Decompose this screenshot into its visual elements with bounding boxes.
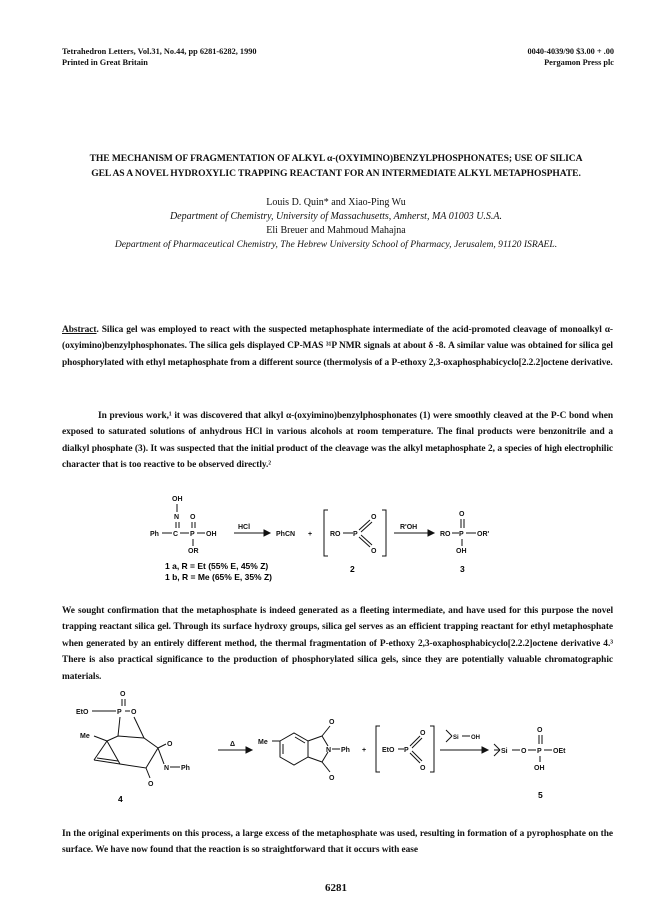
abstract-text: . Silica gel was employed to react with the suspected metaphosphate intermediate of the acid-promoted cleavage of monoalkyl α-(oxyimino)benzylphosphonates. The silica gels displayed CP-MAS ³¹P NMR signals at about δ -8. A similar value was obtained for silica gel phosphorylated with ethyl metaphosphate from a different source (thermolysis of a P-ethoxy 2,3-oxaphosphabicyclo[2.2.2]octene derivative. bbox=[62, 325, 613, 368]
oet-label: OEt bbox=[553, 748, 566, 755]
o-label-14: O bbox=[537, 727, 543, 734]
ro-label: RO bbox=[330, 531, 341, 538]
body-paragraph-3: In the original experiments on this process, a large excess of the metaphosphate was used, resulting in formation of a pyrophosphate on the surface. We have now found that the reaction is so straightforward that it occurs with ease bbox=[62, 829, 613, 856]
o-label-5: O bbox=[120, 691, 126, 698]
p-label-2: P bbox=[353, 531, 358, 538]
oh-label: OH bbox=[172, 496, 183, 503]
label-2: 2 bbox=[350, 564, 355, 574]
issn-code: 0040-4039/90 $3.00 + .00 bbox=[527, 47, 614, 56]
plus-sign: + bbox=[308, 531, 313, 538]
o-label-11: O bbox=[420, 730, 426, 737]
n-label-3: N bbox=[326, 747, 332, 754]
or-label: OR bbox=[188, 548, 199, 555]
oh-label-5: OH bbox=[534, 765, 545, 772]
affiliation-2: Department of Pharmaceutical Chemistry, The Hebrew University School of Pharmacy, Jerusalem, 91120 ISRAEL. bbox=[114, 239, 558, 250]
ph-label-3: Ph bbox=[341, 747, 350, 754]
me-label-2: Me bbox=[258, 739, 268, 746]
n-label-2: N bbox=[164, 765, 170, 772]
p-label-6: P bbox=[537, 748, 542, 755]
o-label-8: O bbox=[148, 781, 154, 788]
reagent-heat: Δ bbox=[230, 741, 236, 748]
abstract bbox=[62, 322, 613, 371]
scheme-2 bbox=[62, 686, 622, 806]
o-label-7: O bbox=[167, 741, 173, 748]
p-label-5: P bbox=[404, 747, 409, 754]
label-1b: 1 b, R = Me (65% E, 35% Z) bbox=[165, 572, 272, 582]
si-label-2: Si bbox=[501, 748, 508, 755]
n-label: N bbox=[174, 514, 180, 521]
paper-title bbox=[50, 151, 622, 181]
body-paragraph-1: In previous work,¹ it was discovered that alkyl α-(oxyimino)benzylphosphonates (1) were smoothly cleaved at the P-C bond when exposed to saturated solutions of anhydrous HCl in various alcohols at room temperature. The final products were benzonitrile and a dialkyl phosphate (3). It was suspected that the initial product of the cleavage was the alkyl metaphosphate 2, a species of high electrophilic character that is too reactive to be observed directly.² bbox=[62, 411, 613, 471]
label-1a: 1 a, R = Et (55% E, 45% Z) bbox=[165, 561, 269, 571]
printed-note: Printed in Great Britain bbox=[62, 58, 148, 67]
reagent-roh: R'OH bbox=[400, 524, 418, 531]
si-label: Si bbox=[453, 735, 459, 741]
o-label-4: O bbox=[459, 511, 465, 518]
title-line-2: GEL AS A NOVEL HYDROXYLIC TRAPPING REACTANT FOR AN INTERMEDIATE ALKYL METAPHOSPHATE. bbox=[91, 168, 581, 179]
o-label-10: O bbox=[329, 775, 335, 782]
c-label: C bbox=[173, 531, 179, 538]
p-label-4: P bbox=[117, 709, 122, 716]
body-paragraph-2: We sought confirmation that the metaphosphate is indeed generated as a fleeting intermediate, and have used for this purpose the novel trapping reactant silica gel. Through its surface hydroxy groups, silica gel serves as an efficient trapping reactant for ethyl metaphosphate when generated by an entirely different method, the thermal fragmentation of P-ethoxy 2,3-oxaphosphabicyclo[2.2.2]octene derivative 4.³ There is also practical significance to the production of phosphorylated silica gels, since they are potentially valuable chromatographic materials. bbox=[62, 606, 613, 682]
o-label-3: O bbox=[371, 548, 377, 555]
p-label: P bbox=[190, 531, 195, 538]
eto-label-2: EtO bbox=[382, 747, 395, 754]
o-label-12: O bbox=[420, 765, 426, 772]
ro-label-2: RO bbox=[440, 531, 451, 538]
reagent-hcl: HCl bbox=[238, 524, 251, 531]
eto-label: EtO bbox=[76, 709, 89, 716]
plus-sign-2: + bbox=[362, 747, 367, 754]
o-label-13: O bbox=[521, 748, 527, 755]
or-prime-label: OR' bbox=[477, 531, 490, 538]
o-label-2: O bbox=[371, 514, 377, 521]
scheme-1 bbox=[150, 490, 550, 590]
benzonitrile: PhCN bbox=[276, 531, 296, 538]
page-number: 6281 bbox=[325, 882, 347, 894]
o-label-9: O bbox=[329, 719, 335, 726]
authors-2: Eli Breuer and Mahmoud Mahajna bbox=[266, 225, 406, 236]
ph-label: Ph bbox=[150, 531, 159, 538]
journal-citation: Tetrahedron Letters, Vol.31, No.44, pp 6281-6282, 1990 bbox=[62, 47, 257, 56]
p-label-3: P bbox=[459, 531, 464, 538]
label-5: 5 bbox=[538, 790, 543, 800]
abstract-label: Abstract bbox=[62, 325, 97, 335]
ph-label-2: Ph bbox=[181, 765, 190, 772]
oh-label-2: OH bbox=[206, 531, 217, 538]
label-4: 4 bbox=[118, 794, 123, 804]
affiliation-1: Department of Chemistry, University of Massachusetts, Amherst, MA 01003 U.S.A. bbox=[169, 211, 503, 222]
me-label: Me bbox=[80, 733, 90, 740]
publisher: Pergamon Press plc bbox=[544, 58, 614, 67]
title-line-1: THE MECHANISM OF FRAGMENTATION OF ALKYL α-(OXYIMINO)BENZYLPHOSPHONATES; USE OF SILICA bbox=[89, 153, 583, 164]
o-label: O bbox=[190, 514, 196, 521]
o-label-6: O bbox=[131, 709, 137, 716]
authors-1: Louis D. Quin* and Xiao-Ping Wu bbox=[266, 197, 406, 208]
label-3: 3 bbox=[460, 564, 465, 574]
oh-label-3: OH bbox=[456, 548, 467, 555]
oh-label-4: OH bbox=[471, 735, 480, 741]
